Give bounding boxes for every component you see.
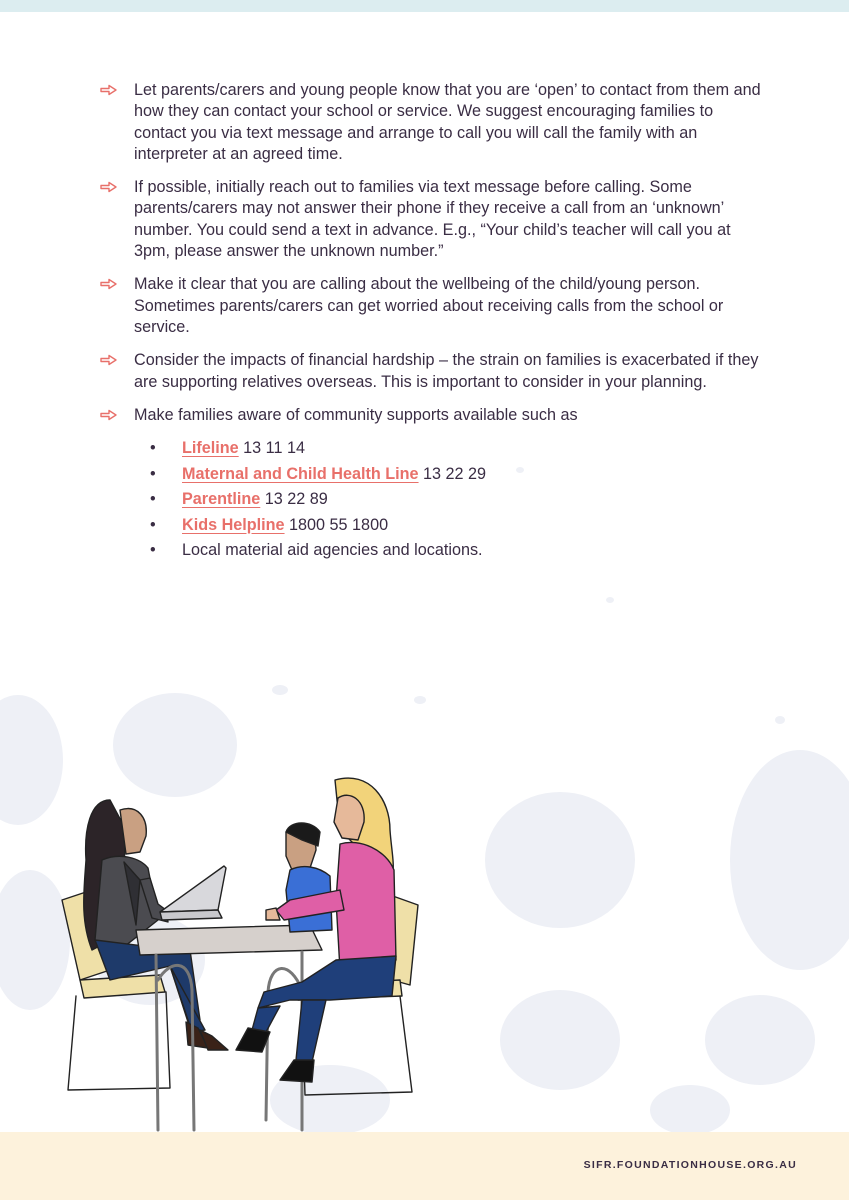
bullet-text: Make families aware of community supports available such as [134,405,578,424]
lifeline-link[interactable]: Lifeline [182,439,239,458]
parentline-link[interactable]: Parentline [182,490,261,509]
list-item [134,462,765,488]
arrow-icon [100,84,118,96]
bullet-dot: • [150,439,156,458]
arrow-icon [100,354,118,366]
guidance-bullet [100,405,765,564]
arrow-icon [100,181,118,193]
bullet-text: Let parents/carers and young people know that you are ‘open’ to contact from them and how they can contact your school or service. We suggest encouraging families to contact you via text message and arrange to call you will call the family with an interpreter at an agreed time. [134,81,761,163]
phone-number: 13 11 14 [243,439,305,458]
phone-number: 13 22 89 [264,490,328,509]
support-text: Local material aid agencies and locations. [182,541,483,560]
footer-url[interactable]: SIFR.FOUNDATIONHOUSE.ORG.AU [583,1159,797,1171]
bullet-dot: • [150,515,156,534]
list-item [134,538,765,564]
arrow-icon [100,278,118,290]
list-item [134,513,765,539]
bullet-text: If possible, initially reach out to families via text message before calling. Some parents/carers may not answer their phone if they receive a call from an ‘unknown’ number. You could send a text in advance. E.g., “Your child’s teacher will call you at 3pm, please answer the unknown number.” [134,178,731,261]
meeting-illustration [40,760,460,1140]
guidance-content [100,80,765,576]
top-band [0,0,849,12]
kids-helpline-link[interactable]: Kids Helpline [182,515,285,534]
guidance-bullet [100,80,765,165]
maternal-child-health-line-link[interactable]: Maternal and Child Health Line [182,464,419,483]
bullet-dot: • [150,541,156,560]
list-item [134,487,765,513]
arrow-icon [100,409,118,421]
guidance-bullet [100,350,765,393]
bullet-text: Make it clear that you are calling about the wellbeing of the child/young person. Sometimes parents/carers can get worried about receiving calls from the school or service. [134,275,724,336]
bullet-text: Consider the impacts of financial hardship – the strain on families is exacerbated if they are supporting relatives overseas. This is important to consider in your planning. [134,351,759,391]
guidance-bullet [100,177,765,262]
phone-number: 13 22 29 [423,464,487,483]
phone-number: 1800 55 1800 [289,515,389,534]
bullet-dot: • [150,464,156,483]
guidance-bullet [100,274,765,338]
bullet-dot: • [150,490,156,509]
list-item [134,436,765,462]
supports-list [134,436,765,564]
